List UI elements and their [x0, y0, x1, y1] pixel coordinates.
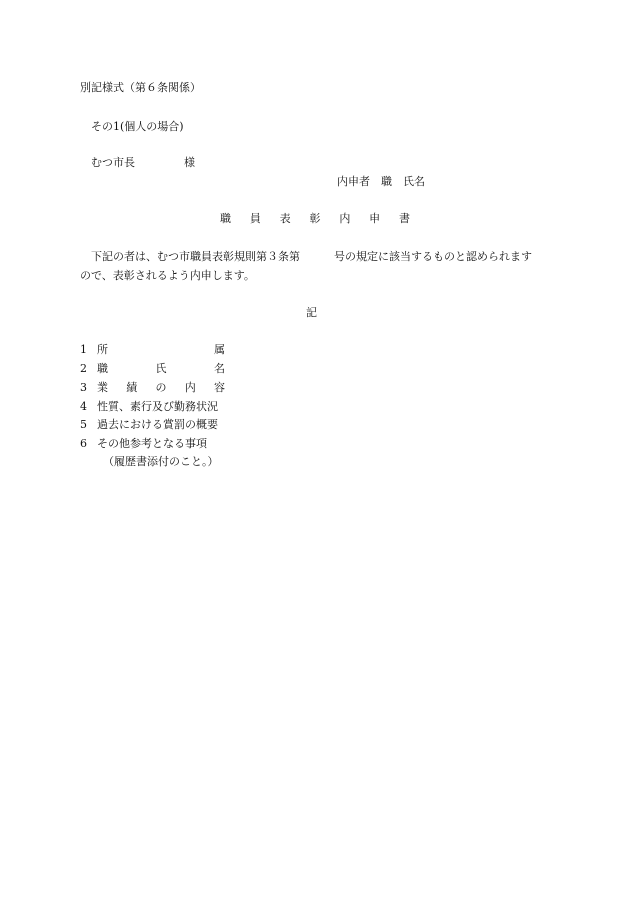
form-label: 別記様式（第６条関係）: [80, 81, 201, 94]
body-line-2: ので、表彰されるよう内申します。: [80, 269, 255, 282]
item-number: 4: [80, 400, 87, 413]
list-item-4: [0, 401, 630, 413]
item-number: 2: [80, 362, 87, 375]
form-sub-label: その1(個人の場合): [91, 120, 184, 133]
body-line-1a: 下記の者は、むつ市職員表彰規則第３条第: [91, 250, 300, 263]
title-char: 申: [369, 212, 381, 225]
title-char: 彰: [309, 212, 321, 225]
item-number: 5: [80, 418, 87, 431]
title-char: 書: [398, 212, 410, 225]
submitter-title-name: 職 氏名: [381, 175, 425, 188]
title-char: 表: [279, 212, 291, 225]
item-char: 名: [214, 362, 225, 375]
item-number: 1: [80, 343, 87, 356]
list-item-6: [0, 438, 630, 450]
item-text: 過去における賞罰の概要: [97, 418, 218, 431]
item-char: 容: [214, 381, 225, 394]
item-char: 内: [184, 381, 196, 394]
title-char: 職: [220, 212, 231, 225]
addressee-honorific: 様: [184, 156, 195, 169]
attachment-note: （履歴書添付のこと。）: [103, 455, 219, 468]
item-number: 3: [80, 381, 87, 394]
item-text: 性質、素行及び勤務状況: [97, 400, 218, 413]
item-text: その他参考となる事項: [97, 437, 207, 450]
list-item-5: [0, 419, 630, 431]
list-item-3: [0, 382, 630, 394]
body-line-1b: 号の規定に該当するものと認められます: [334, 250, 532, 263]
title-char: 内: [339, 212, 351, 225]
title-char: 員: [249, 212, 261, 225]
ki-label: 記: [306, 306, 317, 319]
item-char: の: [155, 381, 167, 394]
item-char: 属: [214, 343, 225, 356]
item-char: 氏: [155, 362, 167, 375]
submitter-label: 内申者: [337, 175, 370, 188]
item-char: 業: [97, 381, 108, 394]
item-char: 績: [126, 381, 138, 394]
list-item-2: [0, 363, 630, 375]
item-char: 所: [97, 343, 108, 356]
item-char: 職: [97, 362, 108, 375]
addressee-name: むつ市長: [91, 156, 135, 169]
document-title: [220, 213, 410, 224]
item-number: 6: [80, 437, 87, 450]
list-item-1: [0, 344, 630, 356]
